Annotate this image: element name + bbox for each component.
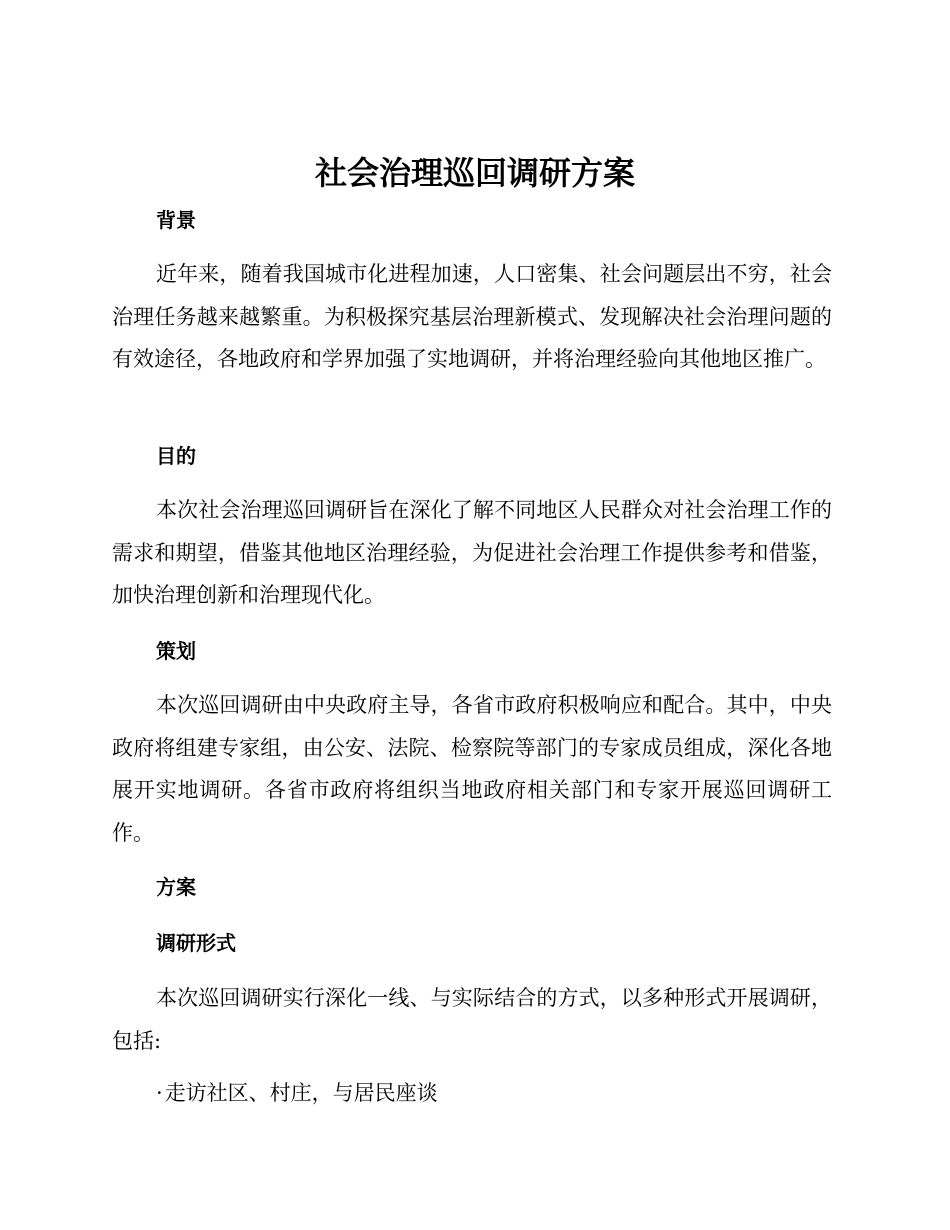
heading-background: 背景	[156, 208, 196, 232]
paragraph-planning: 本次巡回调研由中央政府主导，各省市政府积极响应和配合。其中，中央政府将组建专家组，由公安、法院、检察院等部门的专家成员组成，深化各地展开实地调研。各省市政府将组织当地政府相关部门和专家开展巡回调研工作。	[112, 693, 832, 845]
heading-plan: 方案	[156, 875, 196, 899]
paragraph-purpose: 本次社会治理巡回调研旨在深化了解不同地区人民群众对社会治理工作的需求和期望，借鉴其他地区治理经验，为促进社会治理工作提供参考和借鉴，加快治理创新和治理现代化。	[112, 498, 832, 607]
document-title: 社会治理巡回调研方案	[314, 154, 635, 192]
bullet-text: 走访社区、村庄，与居民座谈	[164, 1081, 438, 1105]
paragraph-format: 本次巡回调研实行深化一线、与实际结合的方式，以多种形式开展调研，包括:	[112, 986, 832, 1053]
bullet-item	[156, 1072, 438, 1114]
heading-planning: 策划	[156, 639, 196, 663]
heading-format: 调研形式	[156, 931, 236, 955]
heading-purpose: 目的	[156, 444, 196, 468]
bullet-marker: ·	[156, 1081, 163, 1105]
paragraph-background: 近年来，随着我国城市化进程加速，人口密集、社会问题层出不穷，社会治理任务越来越繁重。为积极探究基层治理新模式、发现解决社会治理问题的有效途径，各地政府和学界加强了实地调研，并将治理经验向其他地区推广。	[112, 262, 832, 371]
